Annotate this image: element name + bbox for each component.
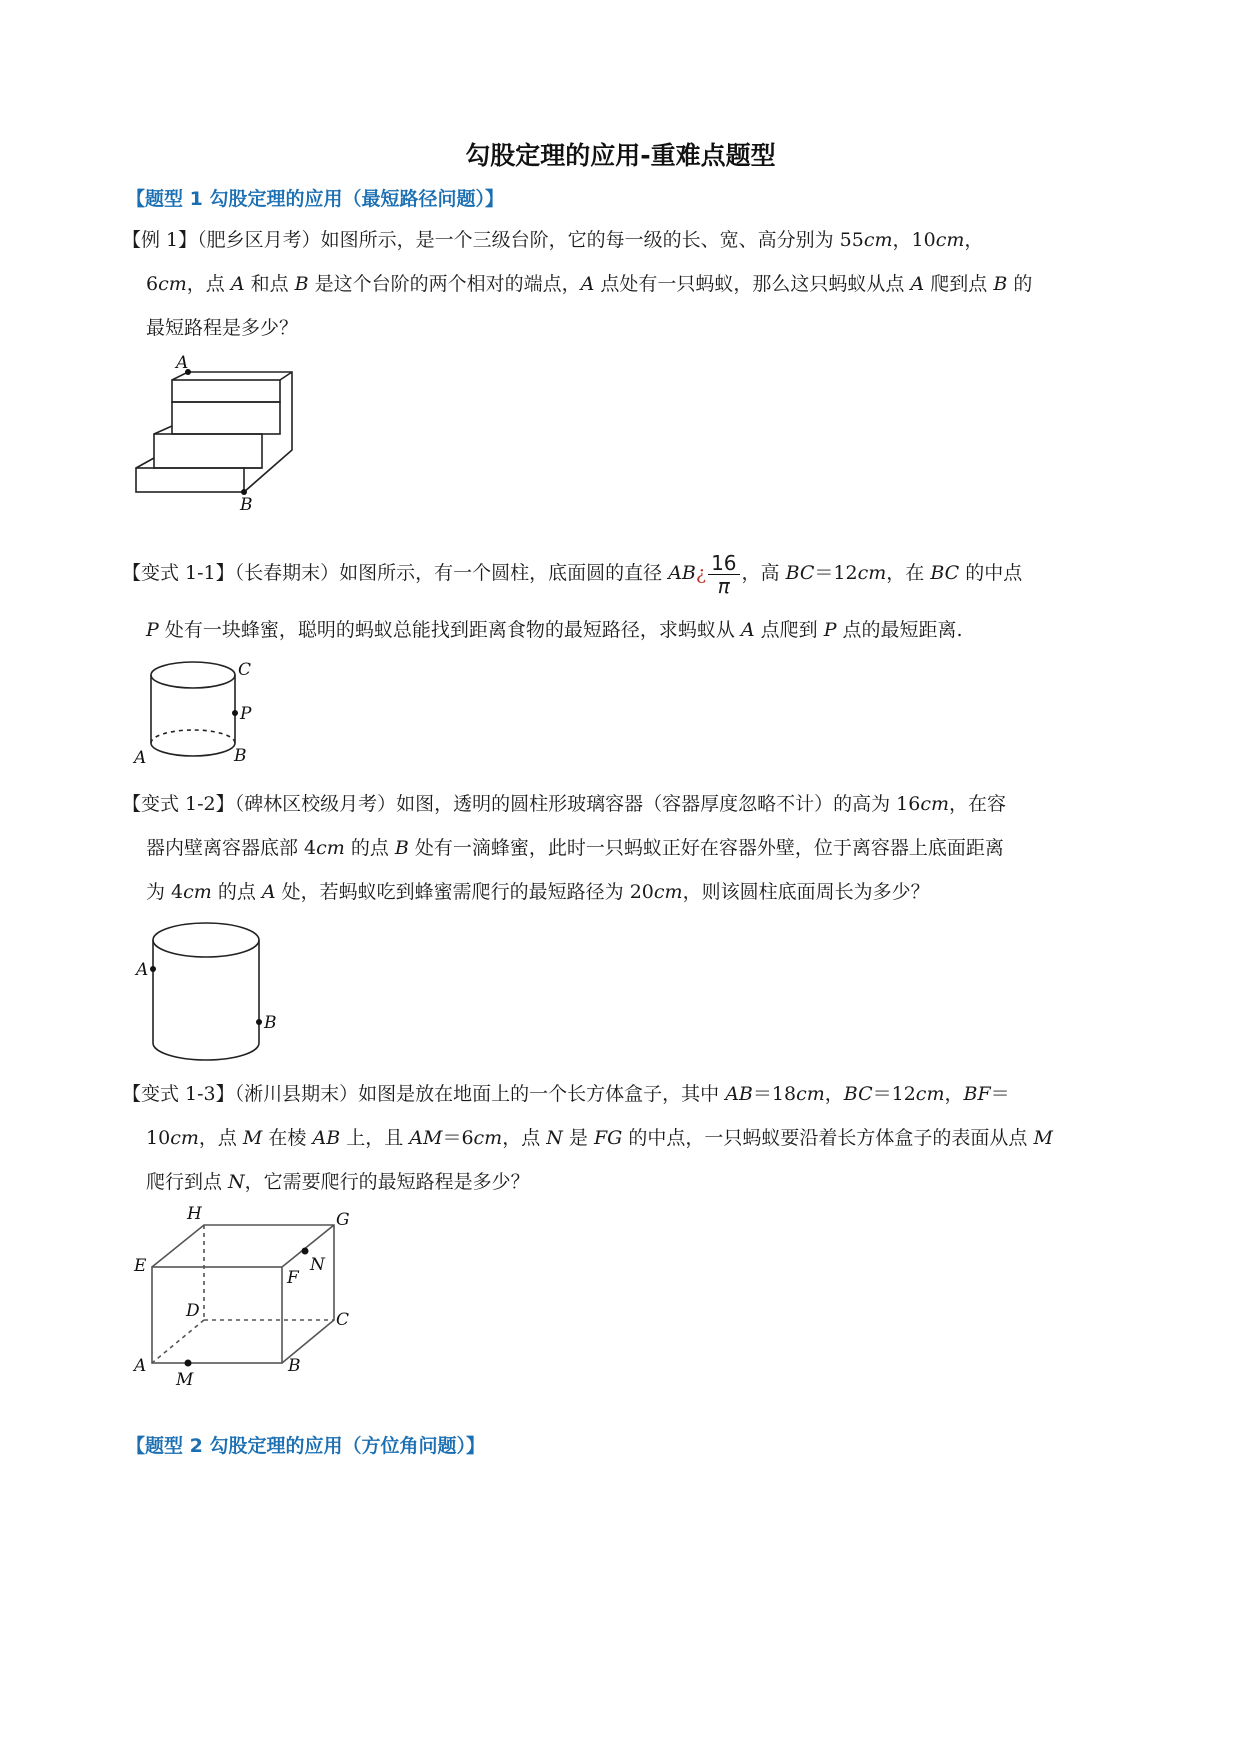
variant-1-3-tag: 【变式 1-3】	[122, 1083, 235, 1105]
variant-1-3-line-2: 10cm，点 M 在棱 AB 上，且 AM＝6cm，点 N 是 FG 的中点，一只蚂蚁要沿着长方体盒子的表面从点 M	[146, 1127, 1053, 1149]
section-heading-2: 【题型 2 勾股定理的应用（方位角问题）】	[126, 1435, 485, 1457]
label-A: A	[134, 1356, 147, 1376]
cylinder-figure-2	[130, 915, 285, 1065]
label-B: B	[240, 495, 253, 515]
variant-1-3-line-3: 爬行到点 N，它需要爬行的最短路程是多少？	[146, 1171, 530, 1193]
cylinder-figure-1	[130, 655, 260, 770]
label-D: D	[186, 1301, 200, 1321]
variant-1-1-tag: 【变式 1-1】	[122, 562, 235, 584]
example-1-tag: 【例 1】	[122, 229, 198, 251]
label-B: B	[234, 746, 247, 766]
variant-1-2-line-1: 【变式 1-2】（碑林区校级月考）如图，透明的圆柱形玻璃容器（容器厚度忽略不计）的高为 16cm，在容	[122, 793, 1007, 815]
label-A: A	[134, 748, 147, 768]
variant-1-1-line-2: P 处有一块蜂蜜，聪明的蚂蚁总能找到距离食物的最短路径，求蚂蚁从 A 点爬到 P 点的最短距离.	[146, 619, 963, 641]
label-F: F	[287, 1268, 299, 1288]
label-M: M	[176, 1370, 194, 1390]
label-H: H	[187, 1205, 202, 1224]
label-E: E	[134, 1256, 147, 1276]
label-P: P	[240, 704, 252, 724]
staircase-figure	[130, 350, 310, 515]
section-heading-1: 【题型 1 勾股定理的应用（最短路径问题）】	[126, 188, 504, 210]
variant-1-2-tag: 【变式 1-2】	[122, 793, 235, 815]
variant-1-3-line-1: 【变式 1-3】（淅川县期末）如图是放在地面上的一个长方体盒子，其中 AB＝18cm，BC＝12cm，BF＝	[122, 1083, 1010, 1105]
example-1-line-2: 6cm，点 A 和点 B 是这个台阶的两个相对的端点，A 点处有一只蚂蚁，那么这只蚂蚁从点 A 爬到点 B 的	[146, 273, 1033, 295]
label-B: B	[264, 1013, 277, 1033]
variant-1-2-line-2: 器内壁离容器底部 4cm 的点 B 处有一滴蜂蜜，此时一只蚂蚁正好在容器外壁，位于离容器上底面距离	[146, 837, 1004, 859]
fraction-16-over-pi: $\frac{16}{\pi}$	[708, 552, 739, 597]
label-N: N	[310, 1255, 325, 1275]
example-1-line-3: 最短路程是多少？	[146, 317, 299, 339]
variant-1-2-line-3: 为 4cm 的点 A 处，若蚂蚁吃到蜂蜜需爬行的最短路径为 20cm，则该圆柱底面周长为多少？	[146, 881, 930, 903]
label-B: B	[288, 1356, 301, 1376]
variant-1-1-line-1: 【变式 1-1】（长春期末）如图所示，有一个圆柱，底面圆的直径 AB¿ $\frac{16}{\pi}$ ，高 BC＝12cm，在 BC 的中点	[122, 550, 1023, 598]
page-title: 勾股定理的应用-重难点题型	[465, 141, 776, 170]
example-1-line-1: 【例 1】（肥乡区月考）如图所示，是一个三级台阶，它的每一级的长、宽、高分别为 55cm，10cm，	[122, 229, 984, 251]
label-A: A	[176, 353, 189, 373]
cuboid-figure	[130, 1205, 360, 1390]
label-A: A	[136, 960, 149, 980]
label-C: C	[238, 660, 252, 680]
label-G: G	[336, 1210, 350, 1230]
label-C: C	[336, 1310, 350, 1330]
